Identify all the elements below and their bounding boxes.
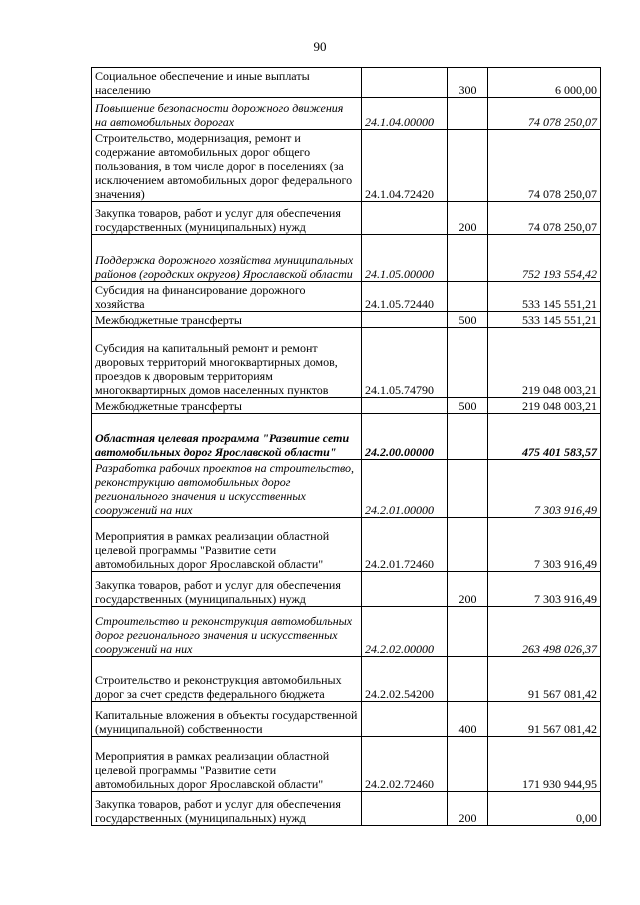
row-code-cell: 24.1.05.72440 (362, 282, 448, 312)
row-name-cell: Разработка рабочих проектов на строительство, реконструкцию автомобильных дорог регионального значения и искусственных сооружений на них (92, 460, 362, 518)
row-name-cell: Закупка товаров, работ и услуг для обеспечения государственных (муниципальных) нужд (92, 202, 362, 235)
row-code-cell: 24.2.01.00000 (362, 460, 448, 518)
table-row (92, 312, 601, 328)
row-name-cell: Повышение безопасности дорожного движения на автомобильных дорогах (92, 98, 362, 130)
row-expense-type-cell: 500 (448, 398, 488, 414)
row-sum-cell: 74 078 250,07 (488, 130, 601, 202)
row-expense-type-cell (448, 737, 488, 792)
row-expense-type-cell (448, 460, 488, 518)
row-name-cell: Мероприятия в рамках реализации областной целевой программы "Развитие сети автомобильных дорог Ярославской области" (92, 737, 362, 792)
row-sum-cell: 7 303 916,49 (488, 460, 601, 518)
row-code-cell: 24.2.00.00000 (362, 414, 448, 460)
row-name-cell: Межбюджетные трансферты (92, 312, 362, 328)
row-expense-type-cell (448, 657, 488, 702)
table-row (92, 398, 601, 414)
row-expense-type-cell (448, 414, 488, 460)
row-expense-type-cell: 200 (448, 572, 488, 607)
table-row (92, 98, 601, 130)
row-sum-cell: 752 193 554,42 (488, 235, 601, 282)
row-name-cell: Областная целевая программа "Развитие сети автомобильных дорог Ярославской области" (92, 414, 362, 460)
row-code-cell: 24.2.02.00000 (362, 607, 448, 657)
table-row (92, 68, 601, 98)
row-name-cell: Закупка товаров, работ и услуг для обеспечения государственных (муниципальных) нужд (92, 792, 362, 826)
table-row (92, 202, 601, 235)
row-name-cell: Строительство и реконструкция автомобильных дорог за счет средств федерального бюджета (92, 657, 362, 702)
row-code-cell: 24.2.01.72460 (362, 518, 448, 572)
table-row (92, 572, 601, 607)
table-row (92, 518, 601, 572)
row-code-cell (362, 792, 448, 826)
row-name-cell: Капитальные вложения в объекты государственной (муниципальной) собственности (92, 702, 362, 737)
row-sum-cell: 6 000,00 (488, 68, 601, 98)
row-code-cell: 24.1.04.00000 (362, 98, 448, 130)
row-sum-cell: 7 303 916,49 (488, 572, 601, 607)
table-row (92, 130, 601, 202)
row-code-cell (362, 572, 448, 607)
row-sum-cell: 533 145 551,21 (488, 282, 601, 312)
table-row (92, 702, 601, 737)
row-name-cell: Строительство и реконструкция автомобильных дорог регионального значения и искусственных сооружений на них (92, 607, 362, 657)
row-code-cell: 24.2.02.72460 (362, 737, 448, 792)
row-sum-cell: 0,00 (488, 792, 601, 826)
table-row (92, 235, 601, 282)
row-name-cell: Субсидия на финансирование дорожного хозяйства (92, 282, 362, 312)
row-expense-type-cell (448, 518, 488, 572)
table-row (92, 657, 601, 702)
row-expense-type-cell: 300 (448, 68, 488, 98)
table-row (92, 460, 601, 518)
row-expense-type-cell: 400 (448, 702, 488, 737)
row-code-cell: 24.1.04.72420 (362, 130, 448, 202)
row-code-cell: 24.1.05.00000 (362, 235, 448, 282)
row-expense-type-cell (448, 607, 488, 657)
row-sum-cell: 74 078 250,07 (488, 98, 601, 130)
row-code-cell (362, 398, 448, 414)
row-name-cell: Межбюджетные трансферты (92, 398, 362, 414)
row-sum-cell: 91 567 081,42 (488, 657, 601, 702)
table-row (92, 737, 601, 792)
row-expense-type-cell (448, 282, 488, 312)
page-number: 90 (313, 39, 327, 54)
row-code-cell (362, 68, 448, 98)
row-name-cell: Мероприятия в рамках реализации областной целевой программы "Развитие сети автомобильных дорог Ярославской области" (92, 518, 362, 572)
row-sum-cell: 91 567 081,42 (488, 702, 601, 737)
row-sum-cell: 533 145 551,21 (488, 312, 601, 328)
budget-table-body (92, 68, 601, 826)
row-expense-type-cell: 200 (448, 792, 488, 826)
row-code-cell (362, 312, 448, 328)
row-code-cell (362, 202, 448, 235)
budget-table (91, 67, 601, 826)
row-expense-type-cell: 200 (448, 202, 488, 235)
row-expense-type-cell (448, 130, 488, 202)
row-expense-type-cell (448, 98, 488, 130)
row-code-cell (362, 702, 448, 737)
row-code-cell: 24.2.02.54200 (362, 657, 448, 702)
row-name-cell: Поддержка дорожного хозяйства муниципальных районов (городских округов) Ярославской области (92, 235, 362, 282)
row-name-cell: Субсидия на капитальный ремонт и ремонт дворовых территорий многоквартирных домов, проездов к дворовым территориям многоквартирных домов населенных пунктов (92, 328, 362, 398)
row-sum-cell: 263 498 026,37 (488, 607, 601, 657)
row-expense-type-cell (448, 328, 488, 398)
row-sum-cell: 475 401 583,57 (488, 414, 601, 460)
row-sum-cell: 7 303 916,49 (488, 518, 601, 572)
row-expense-type-cell (448, 235, 488, 282)
row-sum-cell: 219 048 003,21 (488, 398, 601, 414)
row-name-cell: Строительство, модернизация, ремонт и содержание автомобильных дорог общего пользования, в том числе дорог в поселениях (за исключением автомобильных дорог федерального значения) (92, 130, 362, 202)
row-name-cell: Закупка товаров, работ и услуг для обеспечения государственных (муниципальных) нужд (92, 572, 362, 607)
row-expense-type-cell: 500 (448, 312, 488, 328)
table-row (92, 414, 601, 460)
table-row (92, 607, 601, 657)
table-row (92, 328, 601, 398)
table-row (92, 792, 601, 826)
row-sum-cell: 171 930 944,95 (488, 737, 601, 792)
row-code-cell: 24.1.05.74790 (362, 328, 448, 398)
row-sum-cell: 219 048 003,21 (488, 328, 601, 398)
table-row (92, 282, 601, 312)
row-sum-cell: 74 078 250,07 (488, 202, 601, 235)
row-name-cell: Социальное обеспечение и иные выплаты населению (92, 68, 362, 98)
